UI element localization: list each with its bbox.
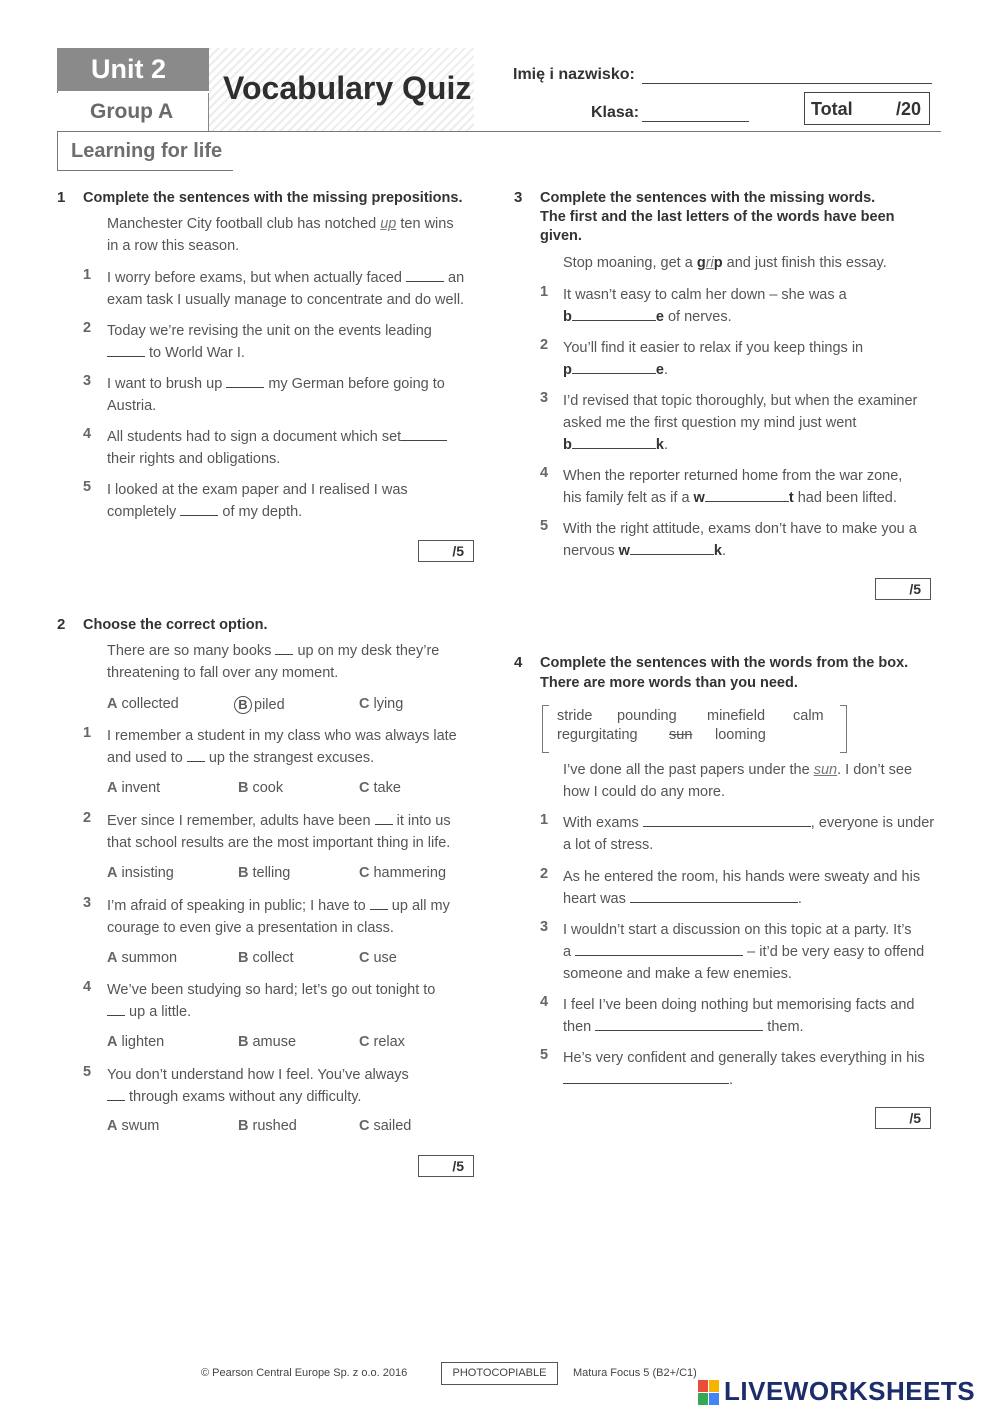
subtitle-border-left <box>57 131 58 171</box>
s1-item-4: All students had to sign a document which set <box>107 426 447 448</box>
total-max: /20 <box>895 99 921 119</box>
s2-item-5: You don’t understand how I feel. You’ve always <box>107 1067 409 1083</box>
s2-item-1-option-c[interactable]: C take <box>359 780 401 796</box>
s3-item-4-number: 4 <box>540 465 549 481</box>
copyright: © Pearson Central Europe Sp. z o.o. 2016 <box>201 1367 408 1379</box>
section-3-instruction-1: Complete the sentences with the missing words. <box>540 190 876 206</box>
s2-item-3-number: 3 <box>83 895 92 911</box>
section-2-example: There are so many books up on my desk they’re <box>107 640 439 662</box>
s1-item-2-line2: to World War I. <box>107 342 245 364</box>
s2-item-2-line2: that school results are the most important thing in life. <box>107 835 451 851</box>
section-3-example: Stop moaning, get a grip and just finish this essay. <box>563 255 887 271</box>
s2-item-2: Ever since I remember, adults have been it into us <box>107 810 451 832</box>
s1-item-1: I worry before exams, but when actually faced an <box>107 267 464 289</box>
s1-item-2-blank[interactable] <box>107 342 145 357</box>
word-box-item: looming <box>715 727 766 743</box>
s1-item-5-number: 5 <box>83 479 92 495</box>
word-box-item: regurgitating <box>557 727 638 743</box>
section-1-example: Manchester City football club has notched up ten wins <box>107 216 454 232</box>
s4-item-3-blank[interactable] <box>575 941 743 956</box>
class-field[interactable] <box>642 121 749 122</box>
s3-item-2-blank[interactable] <box>572 359 656 374</box>
section-4-instruction-2: There are more words than you need. <box>540 675 798 691</box>
s2-item-5-number: 5 <box>83 1064 92 1080</box>
s3-item-4-line2: his family felt as if a w t had been lifted. <box>563 487 897 509</box>
s4-item-2-number: 2 <box>540 866 549 882</box>
s3-item-5-line2: nervous w k. <box>563 540 726 562</box>
s3-item-5: With the right attitude, exams don’t have to make you a <box>563 521 917 537</box>
s4-item-4-line2: then them. <box>563 1016 804 1038</box>
s1-item-2-number: 2 <box>83 320 92 336</box>
section-3-number: 3 <box>514 189 523 206</box>
word-box-item-used: sun <box>669 727 693 743</box>
s4-item-2: As he entered the room, his hands were sweaty and his <box>563 869 921 885</box>
s2-item-3-option-b[interactable]: B collect <box>238 950 294 966</box>
word-box <box>542 705 847 753</box>
s3-item-1: It wasn’t easy to calm her down – she was a <box>563 287 847 303</box>
s2-example-option-b: B piled <box>234 696 285 714</box>
unit-label: Unit 2 <box>57 48 209 91</box>
s2-item-2-option-b[interactable]: B telling <box>238 865 291 881</box>
word-box-item: stride <box>557 708 593 724</box>
s4-item-4-number: 4 <box>540 994 549 1010</box>
s2-item-4-line2: up a little. <box>107 1001 191 1023</box>
s1-item-3-line2: Austria. <box>107 398 157 414</box>
s4-item-1-line2: a lot of stress. <box>563 837 654 853</box>
s4-item-3-number: 3 <box>540 919 549 935</box>
section-2-number: 2 <box>57 616 66 633</box>
s3-item-4: When the reporter returned home from the war zone, <box>563 468 903 484</box>
subtitle-underline <box>57 170 233 171</box>
s2-item-4: We’ve been studying so hard; let’s go out tonight to <box>107 982 436 998</box>
s4-item-5: He’s very confident and generally takes everything in his <box>563 1050 925 1066</box>
s2-item-5-option-c[interactable]: C sailed <box>359 1118 412 1134</box>
section-3-score: /5 <box>875 578 931 600</box>
s4-item-1-number: 1 <box>540 812 549 828</box>
section-4-number: 4 <box>514 654 523 671</box>
s4-item-1: With exams , everyone is under <box>563 812 934 834</box>
section-1-example-line2: in a row this season. <box>107 238 240 254</box>
s2-item-5-option-a[interactable]: A swum <box>107 1118 160 1134</box>
circled-answer-icon: B <box>234 696 252 714</box>
s2-item-2-option-c[interactable]: C hammering <box>359 865 447 881</box>
s3-item-1-line2: b e of nerves. <box>563 306 732 328</box>
s4-item-2-line2: heart was . <box>563 888 802 910</box>
s3-item-2: You’ll find it easier to relax if you keep things in <box>563 340 864 356</box>
s4-item-3-line3: someone and make a few enemies. <box>563 966 792 982</box>
s3-item-1-blank[interactable] <box>572 306 656 321</box>
section-4-example: I’ve done all the past papers under the sun. I don’t see <box>563 762 913 778</box>
s3-item-3: I’d revised that topic thoroughly, but when the examiner <box>563 393 918 409</box>
s4-item-3-line2: a – it’d be very easy to offend <box>563 941 924 963</box>
s1-item-1-line2: exam task I usually manage to concentrate and do well. <box>107 292 465 308</box>
section-2-example-line2: threatening to fall over any moment. <box>107 665 339 681</box>
s2-item-1-option-a[interactable]: A invent <box>107 780 161 796</box>
s2-item-1-option-b[interactable]: B cook <box>238 780 284 796</box>
s4-item-5-number: 5 <box>540 1047 549 1063</box>
s2-item-5-option-b[interactable]: B rushed <box>238 1118 297 1134</box>
s1-item-5-blank[interactable] <box>180 501 218 516</box>
section-4-example-line2: how I could do any more. <box>563 784 726 800</box>
s2-item-1-number: 1 <box>83 725 92 741</box>
s2-example-option-a: A collected <box>107 696 179 712</box>
s3-item-4-blank[interactable] <box>705 487 789 502</box>
s4-item-3: I wouldn’t start a discussion on this topic at a party. It’s <box>563 922 912 938</box>
s3-item-3-number: 3 <box>540 390 549 406</box>
s4-item-4: I feel I’ve been doing nothing but memorising facts and <box>563 997 915 1013</box>
example-answer: up <box>380 216 397 232</box>
s3-item-3-blank[interactable] <box>572 434 656 449</box>
word-box-item: pounding <box>617 708 677 724</box>
s2-item-2-number: 2 <box>83 810 92 826</box>
total-label: Total <box>811 99 853 119</box>
s1-item-4-line2: their rights and obligations. <box>107 451 281 467</box>
s2-item-4-option-b[interactable]: B amuse <box>238 1034 297 1050</box>
word-box-item: minefield <box>707 708 766 724</box>
s1-item-3-number: 3 <box>83 373 92 389</box>
total-score-box <box>804 92 930 125</box>
s3-item-3-line2: asked me the first question my mind just went <box>563 415 857 431</box>
section-2-score: /5 <box>418 1155 474 1177</box>
s3-item-5-blank[interactable] <box>630 540 714 555</box>
s2-item-1-line2: and used to up the strangest excuses. <box>107 747 374 769</box>
class-label: Klasa: <box>591 104 640 121</box>
s1-item-3: I want to brush up my German before going to <box>107 373 445 395</box>
group-label: Group A <box>57 93 209 131</box>
s3-item-2-line2: p e. <box>563 359 668 381</box>
s1-item-5-line2: completely of my depth. <box>107 501 302 523</box>
s3-item-3-line3: b k. <box>563 434 668 456</box>
s2-example-option-c: C lying <box>359 696 404 712</box>
s2-item-1: I remember a student in my class who was always late <box>107 728 457 744</box>
example-answer: sun <box>813 762 838 778</box>
s2-item-4-option-a[interactable]: A lighten <box>107 1034 165 1050</box>
section-3-instruction-2: The first and the last letters of the words have been <box>540 209 895 225</box>
s4-item-1-blank[interactable] <box>643 812 811 827</box>
section-4-instruction-1: Complete the sentences with the words from the box. <box>540 655 909 671</box>
s2-item-3-option-c[interactable]: C use <box>359 950 397 966</box>
s4-item-5-blank[interactable] <box>563 1069 729 1084</box>
s4-item-2-blank[interactable] <box>630 888 798 903</box>
s1-item-2: Today we’re revising the unit on the events leading <box>107 323 432 339</box>
word-box-item: calm <box>793 708 824 724</box>
s1-item-1-number: 1 <box>83 267 92 283</box>
header-divider <box>57 131 941 132</box>
s3-item-5-number: 5 <box>540 518 549 534</box>
section-2-instruction: Choose the correct option. <box>83 617 268 633</box>
section-3-instruction-3: given. <box>540 228 582 244</box>
name-label: Imię i nazwisko: <box>513 66 635 83</box>
s2-item-2-option-a[interactable]: A insisting <box>107 865 174 881</box>
s2-item-3: I’m afraid of speaking in public; I have to up all my <box>107 895 450 917</box>
section-4-score: /5 <box>875 1107 931 1129</box>
example-answer: ri <box>705 255 714 271</box>
book-title: Matura Focus 5 (B2+/C1) <box>573 1367 697 1379</box>
section-1-instruction: Complete the sentences with the missing prepositions. <box>83 190 463 206</box>
page-title: Vocabulary Quiz <box>223 70 472 106</box>
s2-item-3-option-a[interactable]: A summon <box>107 950 178 966</box>
s1-item-3-blank[interactable] <box>226 373 264 388</box>
s1-item-4-number: 4 <box>83 426 92 442</box>
name-field[interactable] <box>642 83 932 84</box>
s2-item-3-line2: courage to even give a presentation in class. <box>107 920 394 936</box>
s3-item-2-number: 2 <box>540 337 549 353</box>
s4-item-5-line2: . <box>563 1069 733 1091</box>
section-1-number: 1 <box>57 189 66 206</box>
s1-item-4-blank[interactable] <box>401 426 447 441</box>
s1-item-1-blank[interactable] <box>406 267 444 282</box>
s4-item-4-blank[interactable] <box>595 1016 763 1031</box>
s2-item-4-number: 4 <box>83 979 92 995</box>
s1-item-5: I looked at the exam paper and I realised I was <box>107 482 408 498</box>
s2-item-5-line2: through exams without any difficulty. <box>107 1086 361 1108</box>
s2-item-4-option-c[interactable]: C relax <box>359 1034 405 1050</box>
section-1-score: /5 <box>418 540 474 562</box>
photocopiable-label: PHOTOCOPIABLE <box>441 1362 558 1385</box>
s3-item-1-number: 1 <box>540 284 549 300</box>
subtitle: Learning for life <box>71 140 223 162</box>
liveworksheets-logo-icon <box>698 1380 720 1406</box>
liveworksheets-brand[interactable]: LIVEWORKSHEETS <box>724 1376 976 1406</box>
